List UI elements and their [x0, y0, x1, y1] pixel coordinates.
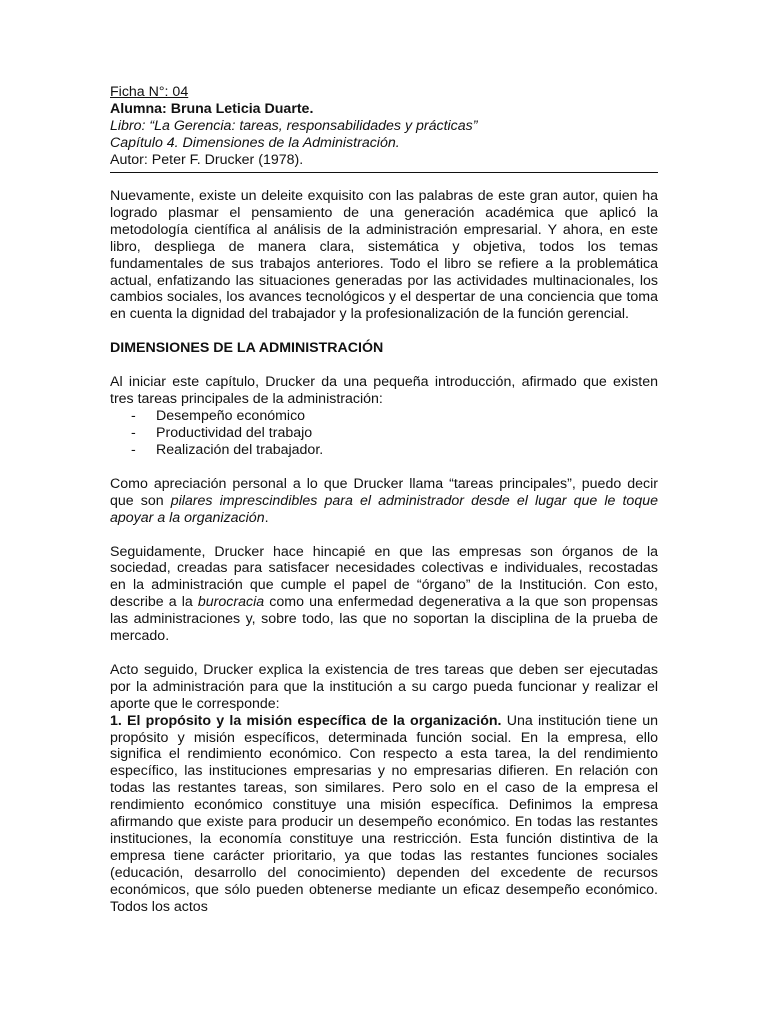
paragraph-purpose-mission: 1. El propósito y la misión específica de la organización. Una institución tiene un propósito y misión específicos, determinada función social. En la empresa, ello significa el rendimiento económico. Con respecto a esta tarea, la del rendimiento específico, las instituciones empresarias y no empresarias difieren. En relación con todas las restantes tareas, son similares. Pero solo en el caso de la empresa el rendimiento económico constituye una misión específica. Definimos la empresa afirmando que existe para producir un desempeño económico. En todas las restantes instituciones, la economía constituye una restricción. Esta función distintiva de la empresa tiene carácter prioritario, ya que todas las restantes funciones sociales (educación, desarrollo del conocimiento) dependen del excedente de recursos económicos, que sólo pueden obtenerse mediante un eficaz desempeño económico. Todos los actos — [110, 712, 659, 915]
emphasis-text: burocracia — [197, 594, 265, 611]
paragraph-bureaucracy: Seguidamente, Drucker hace hincapié en que las empresas son órganos de la sociedad, creadas para satisfacer necesidades colectivas e individuales, recostadas en la administración que cumple el papel de “órgano” de la Institución. Con esto, describe a la burocracia como una enfermedad degenerativa a la que son propensas las administraciones y, sobre todo, las que no soportan la disciplina de la prueba de mercado. — [110, 543, 659, 645]
author-line: Autor: Peter F. Drucker (1978). — [110, 152, 304, 168]
item-heading: 1. El propósito y la misión específica de la organización. — [110, 712, 502, 729]
list-dash: - — [131, 424, 136, 441]
tasks-list — [110, 408, 658, 459]
list-item — [110, 408, 658, 425]
paragraph-three-tasks: Acto seguido, Drucker explica la existencia de tres tareas que deben ser ejecutadas por la administración para que la institución a su cargo pueda funcionar y realizar el aporte que le corresponde: — [110, 661, 658, 712]
student-name: Alumna: Bruna Leticia Duarte. — [110, 101, 314, 117]
paragraph-personal-opinion: Como apreciación personal a lo que Drucker llama “tareas principales”, puedo decir que son pilares imprescindibles para el administrador desde el lugar que le toque apoyar a la organización. — [110, 475, 658, 526]
list-item — [110, 442, 658, 459]
list-item-text: Productividad del trabajo — [156, 424, 313, 441]
list-item-text: Realización del trabajador. — [156, 441, 324, 458]
list-dash: - — [131, 408, 136, 425]
list-item-text: Desempeño económico — [156, 408, 306, 425]
chapter-title: Capítulo 4. Dimensiones de la Administración. — [110, 135, 400, 151]
ficha-number: Ficha N°: 04 — [110, 84, 189, 100]
document-page — [110, 84, 658, 916]
list-item — [110, 425, 658, 442]
list-dash: - — [131, 441, 136, 458]
paragraph-tasks-intro: Al iniciar este capítulo, Drucker da una pequeña introducción, afirmado que existen tres tareas principales de la administración: — [110, 374, 658, 408]
section-title: DIMENSIONES DE LA ADMINISTRACIÓN — [110, 340, 384, 357]
book-title: Libro: “La Gerencia: tareas, responsabilidades y prácticas” — [110, 118, 478, 134]
intro-paragraph: Nuevamente, existe un deleite exquisito con las palabras de este gran autor, quien ha logrado plasmar el pensamiento de una generación académica que aplicó la metodología científica al análisis de la administración empresarial. Y ahora, en este libro, despliega de manera clara, sistemática y objetiva, todos los temas fundamentales de sus trabajos anteriores. Todo el libro se refiere a la problemática actual, enfatizando las situaciones generadas por las actividades multinacionales, los cambios sociales, los avances tecnológicos y el despertar de una conciencia que toma en cuenta la dignidad del trabajador y la profesionalización de la función gerencial. — [110, 188, 658, 323]
emphasis-text: pilares imprescindibles para el administrador desde el lugar que le toque apoyar a la organización — [110, 492, 658, 526]
